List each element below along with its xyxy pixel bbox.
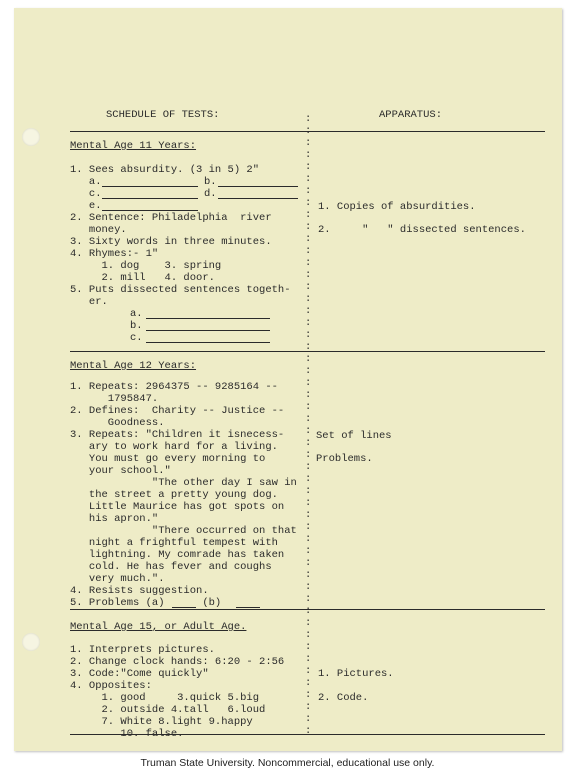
s12-line: the street a pretty young dog.: [70, 489, 278, 501]
blank-a: [102, 186, 198, 187]
s11-line: 3. Sixty words in three minutes.: [70, 236, 272, 248]
s12-line: You must go every morning to: [70, 453, 266, 465]
dissected-label-c: c.: [130, 332, 143, 344]
s15-line: 7. White 8.light 9.happy: [70, 716, 253, 728]
s12-line: cold. He has fever and coughs: [70, 561, 272, 573]
blank-c: [102, 198, 198, 199]
s12-line: his apron.": [70, 513, 159, 525]
s15-line: 1. Interprets pictures.: [70, 644, 215, 656]
s11-line: 1. dog 3. spring: [70, 260, 222, 272]
s12-line: your school.": [70, 465, 171, 477]
s11-line: 2. Sentence: Philadelphia river: [70, 212, 272, 224]
blank-e: [102, 210, 198, 211]
s11-line: er.: [70, 296, 108, 308]
s12-line: 3. Repeats: "Children it isnecess-: [70, 429, 285, 441]
s12-line: 5. Problems (a) (b): [70, 597, 222, 609]
apparatus-15-2: 2. Code.: [318, 692, 369, 704]
s12-line: night a frightful tempest with: [70, 537, 278, 549]
heading-age-12: Mental Age 12 Years:: [70, 360, 197, 372]
punch-hole-bottom: [22, 633, 40, 651]
s11-line: money.: [70, 224, 127, 236]
s11-line: a.: [70, 176, 102, 188]
header-apparatus: APPARATUS:: [379, 109, 443, 121]
s15-line: 3. Code:"Come quickly": [70, 668, 209, 680]
s12-line: ary to work hard for a living.: [70, 441, 278, 453]
s11-line: 4. Rhymes:- 1": [70, 248, 159, 260]
s15-line: 4. Opposites:: [70, 680, 152, 692]
s11-line: 1. Sees absurdity. (3 in 5) 2": [70, 164, 260, 176]
punch-hole-top: [22, 128, 40, 146]
s12-line: "There occurred on that: [70, 525, 297, 537]
s11-line: c.: [70, 188, 102, 200]
s12-line: "The other day I saw in: [70, 477, 297, 489]
s12-line: 2. Defines: Charity -- Justice --: [70, 405, 285, 417]
s15-line: 1. good 3.quick 5.big: [70, 692, 260, 704]
s12-line: 1. Repeats: 2964375 -- 9285164 --: [70, 381, 278, 393]
dissected-label-a: a.: [130, 308, 143, 320]
s12-line: Little Maurice has got spots on: [70, 501, 285, 513]
blank-problem-b: [236, 607, 260, 608]
dissected-label-b: b.: [130, 320, 143, 332]
apparatus-12-2: Problems.: [316, 453, 373, 465]
s15-line: 2. Change clock hands: 6:20 - 2:56: [70, 656, 285, 668]
s12-line: Goodness.: [70, 417, 165, 429]
footer-credit: Truman State University. Noncommercial, educational use only.: [140, 757, 435, 769]
s11-line: 5. Puts dissected sentences togeth-: [70, 284, 291, 296]
blank-d: [218, 198, 298, 199]
s11-label-b: b.: [204, 176, 217, 188]
apparatus-15-1: 1. Pictures.: [318, 668, 394, 680]
s12-line: very much.".: [70, 573, 165, 585]
s12-line: lightning. My comrade has taken: [70, 549, 285, 561]
s15-line: 10. false.: [70, 728, 184, 740]
s15-line: 2. outside 4.tall 6.loud: [70, 704, 266, 716]
s12-line: 1795847.: [70, 393, 159, 405]
apparatus-11-1: 1. Copies of absurdities.: [318, 201, 476, 213]
s11-line: e.: [70, 200, 102, 212]
apparatus-11-2: 2. " " dissected sentences.: [318, 224, 526, 236]
apparatus-12-1: Set of lines: [316, 430, 392, 442]
blank-b: [218, 186, 298, 187]
blank-dissected-b: [146, 330, 270, 331]
heading-age-15: Mental Age 15, or Adult Age.: [70, 621, 247, 633]
header-schedule: SCHEDULE OF TESTS:: [106, 109, 220, 121]
blank-dissected-c: [146, 342, 270, 343]
blank-dissected-a: [146, 318, 270, 319]
s11-label-d: d.: [204, 188, 217, 200]
document-page: [14, 8, 562, 751]
s11-line: 2. mill 4. door.: [70, 272, 215, 284]
blank-problem-a: [172, 607, 196, 608]
s12-line: 4. Resists suggestion.: [70, 585, 209, 597]
column-divider: : : : : : : : : : : : : : : : : : : : : : : : : : : : : : : : : : : : : : : : : : : : : : : : : : : : :: [305, 113, 312, 737]
heading-age-11: Mental Age 11 Years:: [70, 140, 197, 152]
